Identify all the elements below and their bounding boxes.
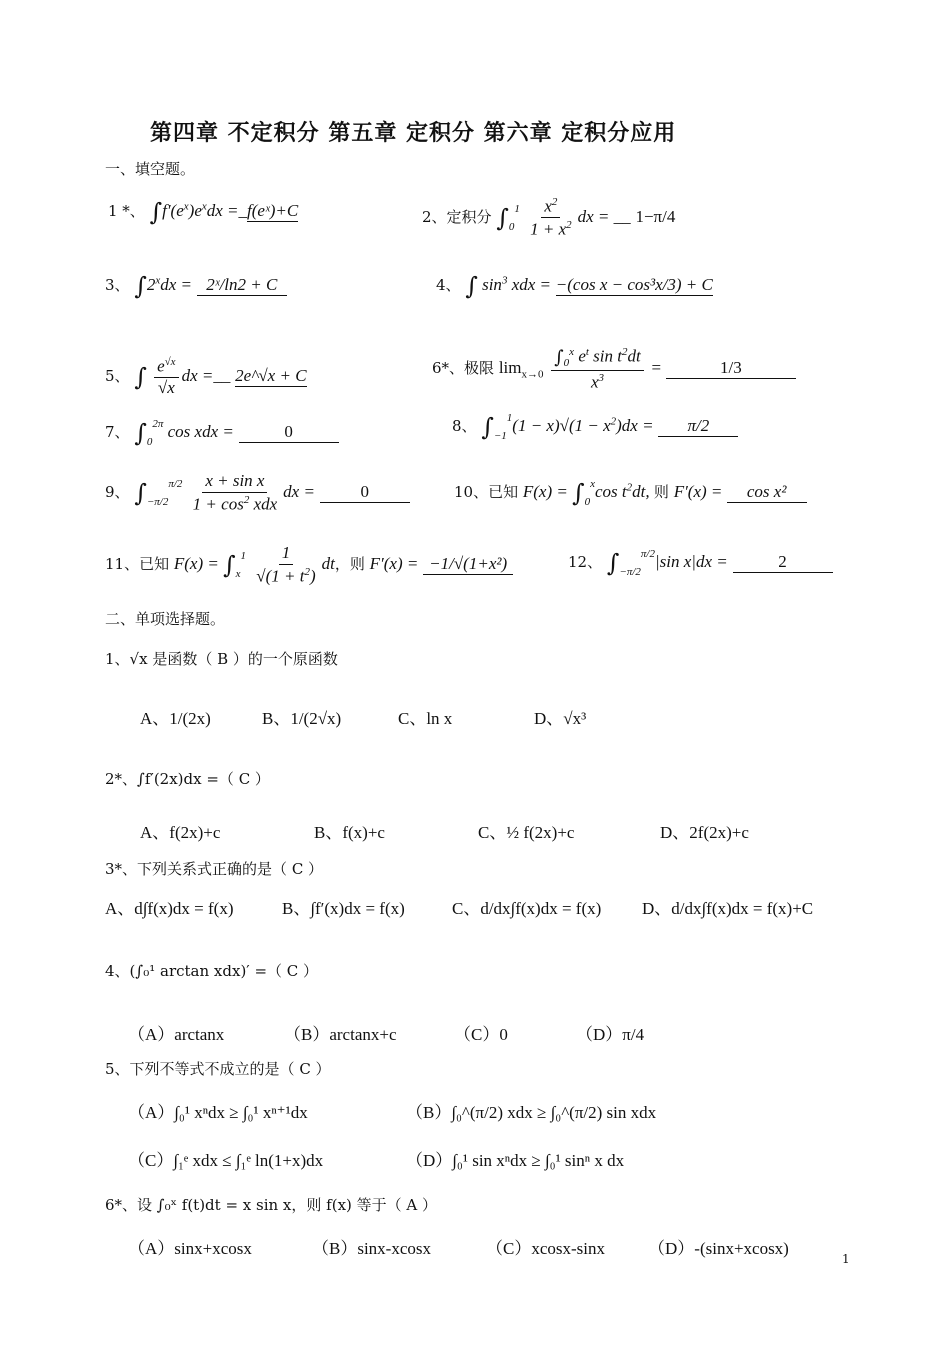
choice-option-d: （D）π/4 [576,1025,645,1044]
question-number: 4、 [436,275,461,294]
choice-option-b: B、f(x)+c [314,823,385,842]
fill-question-2: 2、定积分 $\int_0^1$ $\frac{x^2}{1 + x^2}$ dx = __ 1−π/4 [422,196,676,239]
choice-option-c: C、ln x [398,709,453,728]
question-number: 6*、极限 [432,359,495,378]
fill-question-1: 1 *、 $\int f'(e^x)e^xdx$ =_f(eˣ)+C [108,198,299,226]
choice-option-a: A、1/(2x) [140,709,211,728]
answer-blank: 1/3 [666,358,796,379]
choice-option-c: （C）0 [454,1025,508,1044]
choice-option-c: （C）∫₁ᵉ xdx ≤ ∫₁ᵉ ln(1+x)dx [128,1151,324,1170]
choice-option-c: （C）xcosx-sinx [486,1239,605,1258]
choice-option-c: C、d/dx∫f(x)dx = f(x) [452,899,602,918]
choice-question-3-stem: 3*、下列关系式正确的是（ C ） [105,860,324,878]
choice-question-5-stem: 5、下列不等式不成立的是（ C ） [105,1060,331,1078]
page-title: 第四章 不定积分 第五章 定积分 第六章 定积分应用 [150,121,677,146]
page-number: 1 [842,1252,850,1266]
choice-option-a: A、d∫f(x)dx = f(x) [105,899,234,918]
answer-blank: 0 [320,482,410,503]
fill-question-12: 12、 $\int_{-\pi/2}^{\pi/2}|\sin$ x|dx = 2 [568,548,833,578]
choice-option-b: （B）sinx-xcosx [312,1239,431,1258]
answer-blank: π/2 [658,416,738,437]
fill-question-7: 7、 $\int_0^{2\pi}$ cos xdx = 0 [105,418,339,448]
question-number: 1 *、 [108,201,145,220]
answer-blank: 1−π/4 [635,206,676,226]
fill-question-10: 10、已知 $F(x) = \int_0^x\cos$ $t^2dt$, 则 F′(x) = cos x² [454,478,807,508]
question-number: 11、已知 [105,554,170,573]
choice-option-b: （B）∫₀^(π/2) xdx ≥ ∫₀^(π/2) sin xdx [406,1103,657,1122]
answer-blank: 2 [733,552,833,573]
choice-option-a: A、f(2x)+c [140,823,221,842]
question-number: 3、 [105,275,130,294]
fill-question-9: 9、 $\int_{-\pi/2}^{\pi/2}$ $\frac{\text{x + sin x}}{1 + \cos^2 xdx}$ dx = 0 [105,472,410,514]
answer-blank: −(cos x − cos³x/3) + C [555,274,713,294]
fill-question-3: 3、 $\int 2^xdx$ = 2ˣ/ln2 + C [105,272,287,300]
choice-option-d: （D）-(sinx+xcosx) [648,1239,789,1258]
choice-option-d: （D）∫₀¹ sin xⁿdx ≥ ∫₀¹ sinⁿ x dx [406,1151,625,1170]
choice-option-d: D、√x³ [534,709,587,728]
choice-option-a: （A）arctanx [128,1025,225,1044]
answer-blank: 2e^√x + C [235,365,307,385]
question-number: 7、 [105,423,130,441]
fill-question-5: 5、 ∫ $\frac{e^{√x}}{√x}$ dx =__ 2e^√x + C [105,356,307,398]
choice-option-d: D、d/dx∫f(x)dx = f(x)+C [642,899,814,918]
answer-blank: cos x² [727,482,807,503]
choice-question-4-stem: 4、(∫₀¹ arctan xdx)′ =（ C ） [105,962,319,980]
section-fill-heading: 一、填空题。 [105,160,196,178]
section-choice-heading: 二、单项选择题。 [105,610,226,628]
question-number: 12、 [568,553,603,571]
choice-question-2-stem: 2*、∫f′(2x)dx =（ C ） [105,770,270,788]
choice-option-c: C、½ f(2x)+c [478,823,575,842]
question-number: 2、定积分 [422,207,492,226]
choice-question-6-stem: 6*、设 ∫₀ˣ f(t)dt = x sin x，则 f(x) 等于（ A ） [105,1196,438,1214]
choice-option-b: （B）arctanx+c [284,1025,397,1044]
choice-option-b: B、1/(2√x) [262,709,342,728]
question-number: 5、 [105,366,130,385]
question-number: 8、 [452,417,477,435]
answer-blank: 2ˣ/ln2 + C [197,275,287,296]
fill-question-6: 6*、极限 $\lim_{x\to 0}$ $\frac{\int_0^x e^t \sin t^2dt}{x^3}$ = 1/3 [432,346,796,392]
answer-blank: f(eˣ)+C [247,200,299,220]
answer-blank: 0 [239,422,339,443]
question-number: 9、 [105,482,130,501]
fill-question-11: 11、已知 $F(x) = \int_x^1$ $\frac{1}{√(1 + t^2)}$ dt，则 F′(x) = −1/√(1+x²) [105,544,513,586]
question-number: 10、已知 [454,483,519,501]
choice-option-a: （A）∫₀¹ xⁿdx ≥ ∫₀¹ xⁿ⁺¹dx [128,1103,308,1122]
choice-option-a: （A）sinx+xcosx [128,1239,252,1258]
choice-option-d: D、2f(2x)+c [660,823,749,842]
choice-option-b: B、∫f′(x)dx = f(x) [282,899,405,918]
answer-blank: −1/√(1+x²) [423,554,513,575]
fill-question-4: 4、 ∫ $\sin^3$ xdx = −(cos x − cos³x/3) + C [436,272,713,300]
fill-question-8: 8、 $\int_{-1}^1(1 - x)√(1 - x^2)dx = \pi/2$ [452,412,738,442]
choice-question-1-stem: 1、√x 是函数（ B ）的一个原函数 [105,650,338,668]
